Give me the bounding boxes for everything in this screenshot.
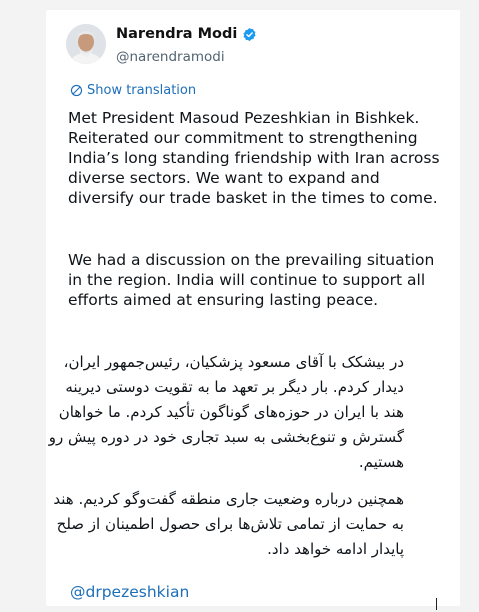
post-paragraph-en-2: We had a discussion on the prevailing situation in the region. India will continue to support all efforts aimed at ensuring lasting peace. — [68, 251, 435, 309]
author-name-row[interactable] — [116, 26, 257, 42]
globe-icon — [70, 84, 83, 97]
post-paragraph-fa-1: در بیشکک با آقای مسعود پزشکیان، رئیس‌جمهور ایران، دیدار کردم. بار دیگر بر تعهد ما به تقویت دوستی دیرینه هند با ایران در حوزه‌های گوناگون تأکید کردم. ما خواهان گسترش و تنوع‌بخشی به سبد تجاری خود در دوره پیش رو هستیم. — [48, 353, 404, 471]
verified-badge-icon — [242, 27, 257, 42]
show-translation-link[interactable] — [70, 83, 196, 98]
author-name[interactable]: Narendra Modi — [116, 26, 238, 42]
avatar[interactable] — [66, 24, 106, 64]
post-paragraph-en-1: Met President Masoud Pezeshkian in Bishkek. Reiterated our commitment to strengthening India’s long standing friendship with Iran across diverse sectors. We want to expand and diversify our trade basket in the times to come. — [68, 109, 440, 207]
post-paragraph-fa-2: همچنین درباره وضعیت جاری منطقه گفت‌وگو کردیم. هند به حمایت از تمامی تلاش‌ها برای حصول اطمینان از صلح پایدار ادامه خواهد داد. — [53, 490, 404, 558]
mention-link[interactable]: @drpezeshkian — [70, 583, 190, 601]
avatar-portrait-icon — [66, 24, 106, 64]
author-handle[interactable]: @narendramodi — [116, 49, 225, 65]
text-cursor — [436, 598, 437, 610]
tweet-card — [46, 10, 460, 606]
show-translation-label[interactable]: Show translation — [87, 83, 197, 98]
